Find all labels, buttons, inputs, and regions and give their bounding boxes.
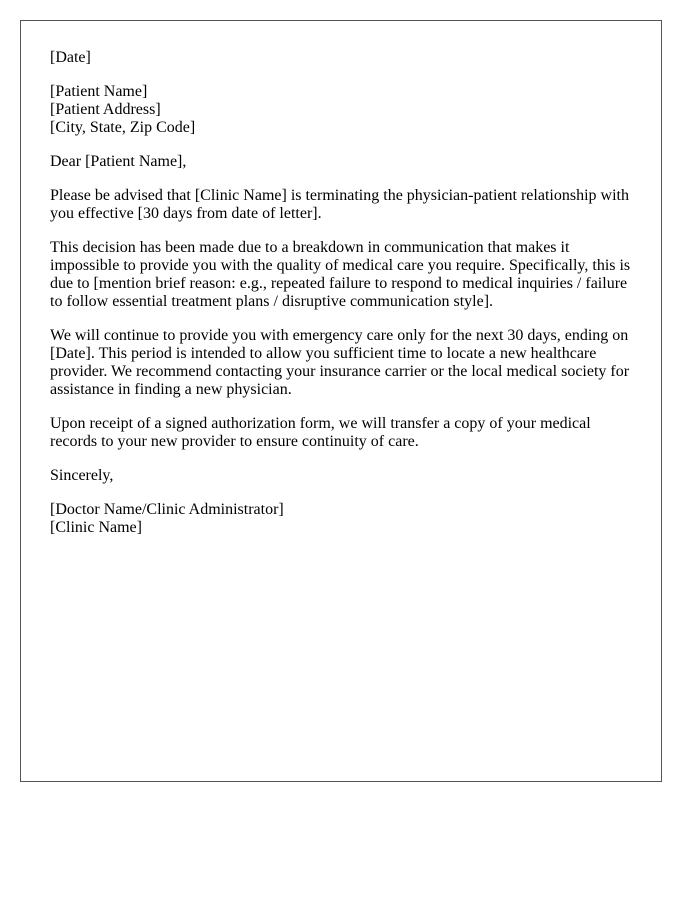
paragraph-reason: This decision has been made due to a breakdown in communication that makes it impossible to provide you with the quality of medical care you require. Specifically, this is due to [mention brief reason: e.g., repeated failure to respond to medical inquiries / failure to follow essential treatment plans / disruptive communication style].: [50, 239, 631, 310]
letter-date: [Date]: [50, 49, 91, 66]
signer-name: [Doctor Name/Clinic Administrator]: [50, 501, 284, 518]
closing: Sincerely,: [50, 467, 114, 484]
paragraph-termination: Please be advised that [Clinic Name] is terminating the physician-patient relationship with you effective [30 days from date of letter].: [50, 187, 629, 222]
recipient-name: [Patient Name]: [50, 83, 148, 100]
recipient-city: [City, State, Zip Code]: [50, 119, 196, 136]
letter-page: [20, 20, 662, 782]
recipient-address: [Patient Address]: [50, 101, 161, 118]
signer-clinic: [Clinic Name]: [50, 519, 142, 536]
signature-block: [50, 501, 634, 537]
paragraph-emergency-care: We will continue to provide you with emergency care only for the next 30 days, ending on [Date]. This period is intended to allow you sufficient time to locate a new healthcare provider. We recommend contacting your insurance carrier or the local medical society for assistance in finding a new physician.: [50, 327, 630, 398]
letter-body: [50, 49, 634, 553]
recipient-block: [50, 83, 634, 137]
paragraph-records: Upon receipt of a signed authorization form, we will transfer a copy of your medical records to your new provider to ensure continuity of care.: [50, 415, 591, 450]
salutation: Dear [Patient Name],: [50, 153, 187, 170]
